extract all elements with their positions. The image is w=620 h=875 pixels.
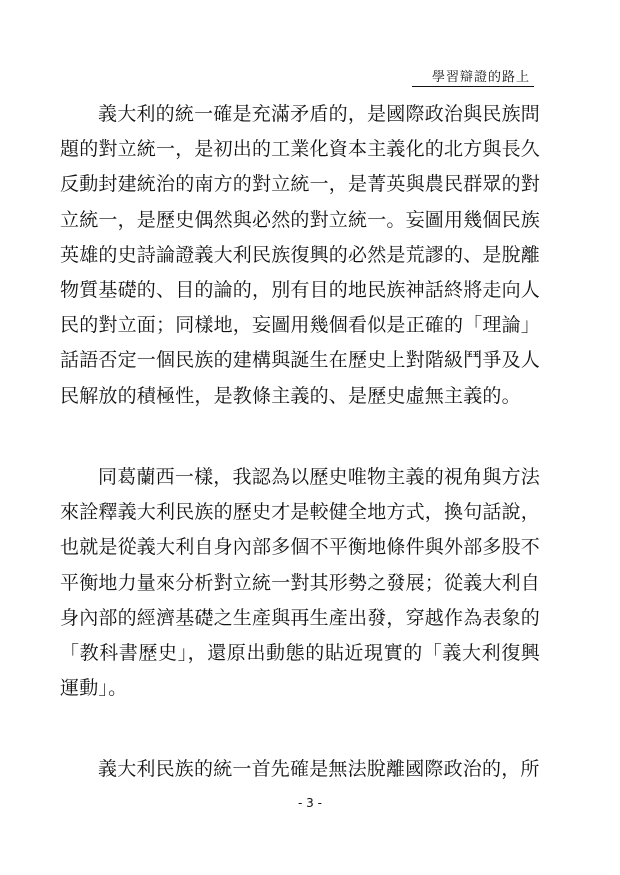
running-header: 學習辯證的路上 (431, 70, 530, 85)
paragraph-3: 義大利民族的統一首先確是無法脫離國際政治的，所 (98, 758, 540, 780)
header-underline (412, 86, 534, 87)
page-number: - 3 - (298, 796, 322, 810)
paragraph-1: 義大利的統一確是充滿矛盾的，是國際政治與民族問題的對立統一，是初出的工業化資本主義化的北方與長久反動封建統治的南方的對立統一，是菁英與農民群眾的對立統一，是歷史偶然與必然的對立統一。妄圖用幾個民族英雄的史詩論證義大利民族復興的必然是荒謬的、是脫離物質基礎的、目的論的，別有目的地民族神話終將走向人民的對立面；同樣地，妄圖用幾個看似是正確的「理論」話語否定一個民族的建構與誕生在歷史上對階級鬥爭及人民解放的積極性，是教條主義的、是歷史虛無主義的。 (60, 103, 541, 407)
paragraph-2: 同葛蘭西一樣，我認為以歷史唯物主義的視角與方法來詮釋義大利民族的歷史才是較健全地方式，換句話說，也就是從義大利自身內部多個不平衡地條件與外部多股不平衡地力量來分析對立統一對其形勢之發展；從義大利自身內部的經濟基礎之生產與再生產出發，穿越作為表象的「教科書歷史」，還原出動態的貼近現實的「義大利復興運動」。 (60, 466, 541, 700)
